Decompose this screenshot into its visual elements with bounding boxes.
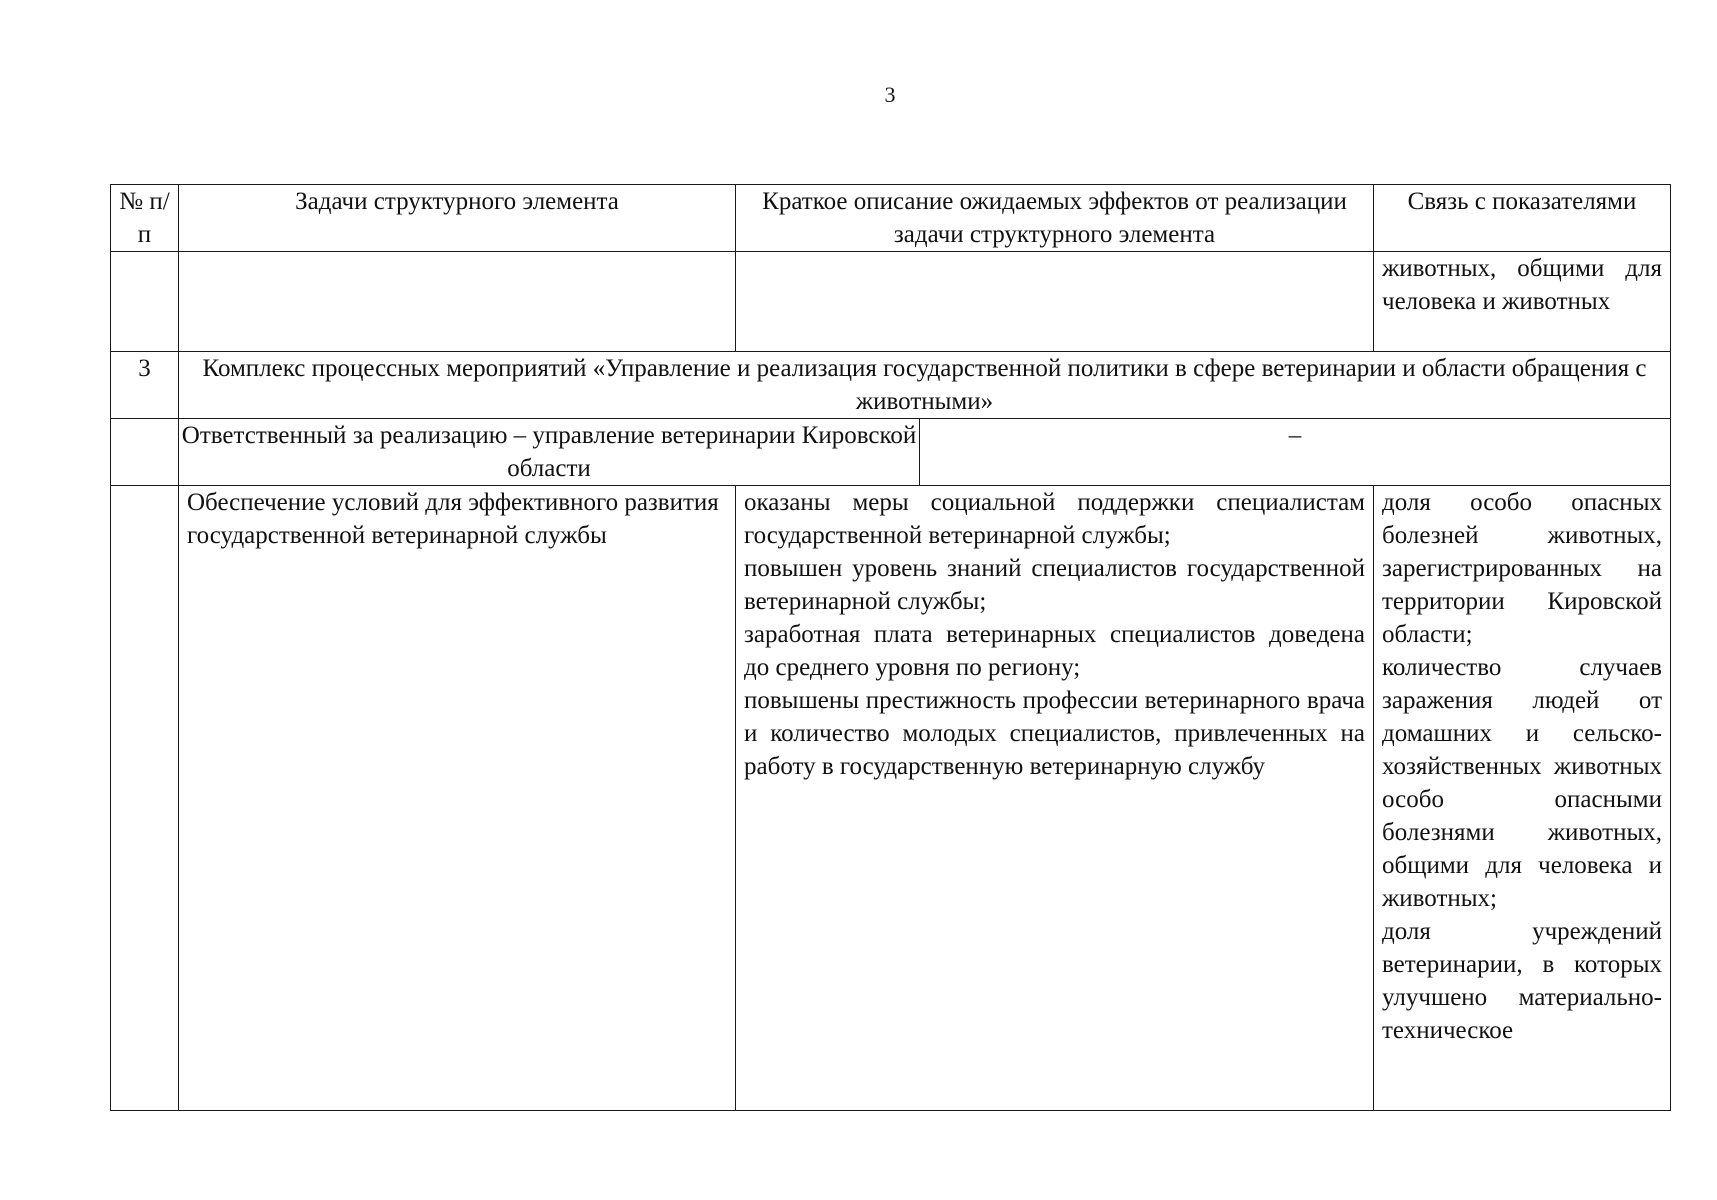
- indicator-item: количество случаев заражения людей от домашних и сельско-хозяйственных животных особо опасными болезнями животных, общими для человека и животных;: [1382, 654, 1662, 912]
- effect-item: повышен уровень знаний специалистов государственной ветеринарной службы;: [744, 555, 1365, 615]
- continuation-task-cell: [179, 252, 736, 352]
- effect-item: заработная плата ветеринарных специалистов доведена до среднего уровня по региону;: [744, 621, 1365, 681]
- header-effects: Краткое описание ожидаемых эффектов от реализации задачи структурного элемента: [736, 185, 1374, 252]
- responsible-label: Ответственный за реализацию – управление ветеринарии Кировской области: [179, 419, 920, 485]
- continuation-row: [111, 252, 1671, 352]
- effect-item: оказаны меры социальной поддержки специалистам государственной ветеринарной службы;: [744, 489, 1365, 549]
- continuation-num-cell: [111, 252, 179, 352]
- responsible-value: –: [1288, 422, 1302, 449]
- task-row: [111, 486, 1671, 1111]
- complex-row: [111, 352, 1671, 419]
- task-text: Обеспечение условий для эффективного развития государственной ветеринарной службы: [179, 486, 736, 1111]
- responsible-cell: [179, 419, 1671, 486]
- task-num-cell: [111, 486, 179, 1111]
- complex-num: 3: [111, 352, 179, 419]
- header-row: [111, 185, 1671, 252]
- responsible-row: [111, 419, 1671, 486]
- continuation-link-cell: животных, общими для человека и животных: [1374, 252, 1671, 352]
- page-number: 3: [884, 82, 896, 107]
- header-num: № п/п: [111, 185, 179, 252]
- program-table: [110, 184, 1671, 1111]
- indicators-cell: [1374, 486, 1671, 1111]
- header-link: Связь с показателями: [1374, 185, 1671, 252]
- continuation-effects-cell: [736, 252, 1374, 352]
- indicator-item: доля особо опасных болезней животных, зарегистрированных на территории Кировской области;: [1382, 489, 1662, 648]
- header-tasks: Задачи структурного элемента: [179, 185, 736, 252]
- complex-title: Комплекс процессных мероприятий «Управление и реализация государственной политики в сфере ветеринарии и области обращения с животными»: [179, 352, 1671, 419]
- effects-cell: [736, 486, 1374, 1111]
- effect-item: повышены престижность профессии ветеринарного врача и количество молодых специалистов, привлеченных на работу в государственную ветеринарную службу: [744, 687, 1365, 780]
- indicator-item: доля учреждений ветеринарии, в которых улучшено материально-техническое: [1382, 918, 1662, 1044]
- responsible-num-cell: [111, 419, 179, 486]
